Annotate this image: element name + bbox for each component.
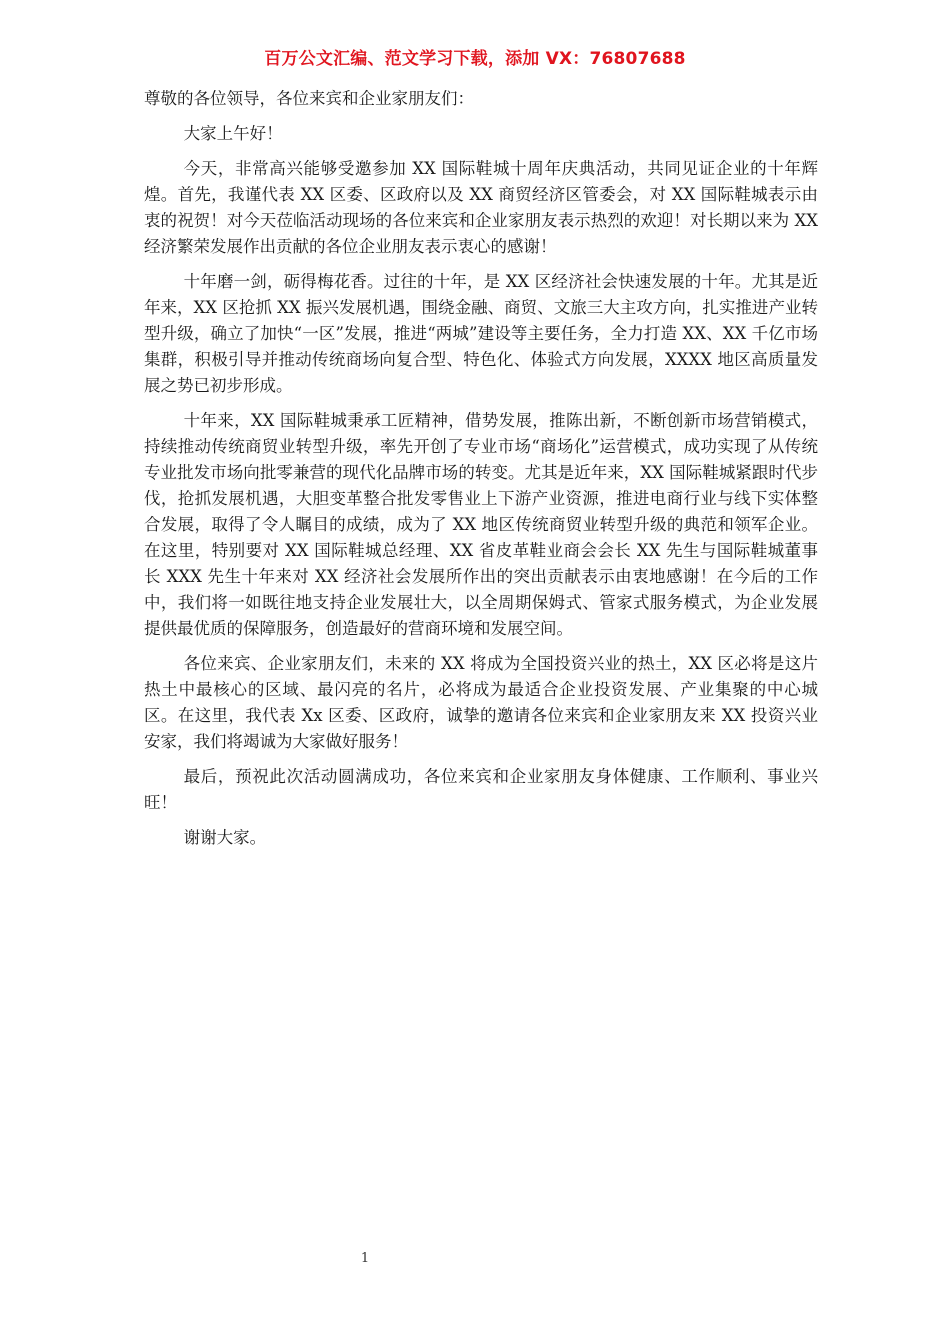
paragraph-closing-wishes: 最后，预祝此次活动圆满成功，各位来宾和企业家朋友身体健康、工作顺利、事业兴旺！ bbox=[144, 767, 818, 812]
salutation: 尊敬的各位领导，各位来宾和企业家朋友们： bbox=[144, 89, 474, 108]
page-number: 1 bbox=[360, 1251, 370, 1266]
paragraph-shoe-city-achievements: 十年来，XX 国际鞋城秉承工匠精神，借势发展，推陈出新，不断创新市场营销模式，持续推动传统商贸业转型升级，率先开创了专业市场“商场化”运营模式，成功实现了从传统专业批发市场向批零兼营的现代化品牌市场的转变。尤其是近年来，XX 国际鞋城紧跟时代步伐，抢抓发展机遇，大胆变革整合批发零售业上下游产业资源，推进电商行业与线下实体整合发展，取得了令人瞩目的成绩，成为了 XX 地区传统商贸业转型升级的典范和领军企业。在这里，特别要对 XX 国际鞋城总经理、XX 省皮革鞋业商会会长 XX 先生与国际鞋城董事长 XXX 先生十年来对 XX 经济社会发展所作出的突出贡献表示由衷地感谢！在今后的工作中，我们将一如既往地支持企业发展壮大，以全周期保姆式、管家式服务模式，为企业发展提供最优质的保障服务，创造最好的营商环境和发展空间。 bbox=[144, 411, 818, 638]
paragraph-congratulation: 今天，非常高兴能够受邀参加 XX 国际鞋城十周年庆典活动，共同见证企业的十年辉煌。首先，我谨代表 XX 区委、区政府以及 XX 商贸经济区管委会，对 XX 国际鞋城表示由衷的祝贺！对今天莅临活动现场的各位来宾和企业家朋友表示热烈的欢迎！对长期以来为 XX 经济繁荣发展作出贡献的各位企业朋友表示衷心的感谢！ bbox=[144, 159, 818, 256]
paragraph-invitation: 各位来宾、企业家朋友们，未来的 XX 将成为全国投资兴业的热土，XX 区必将是这片热土中最核心的区域、最闪亮的名片，必将成为最适合企业投资发展、产业集聚的中心城区。在这里，我代表 Xx 区委、区政府，诚挚的邀请各位来宾和企业家朋友来 XX 投资兴业安家，我们将竭诚为大家做好服务！ bbox=[144, 654, 818, 751]
paragraph-decade-review: 十年磨一剑，砺得梅花香。过往的十年，是 XX 区经济社会快速发展的十年。尤其是近年来，XX 区抢抓 XX 振兴发展机遇，围绕金融、商贸、文旅三大主攻方向，扎实推进产业转型升级，确立了加快“一区”发展，推进“两城”建设等主要任务，全力打造 XX、XX 千亿市场集群，积极引导并推动传统商场向复合型、特色化、体验式方向发展，XXXX 地区高质量发展之势已初步形成。 bbox=[144, 272, 818, 395]
document-body bbox=[144, 86, 818, 860]
paragraph-thanks: 谢谢大家。 bbox=[183, 828, 267, 847]
paragraph-greeting: 大家上午好！ bbox=[183, 124, 283, 143]
promo-banner: 百万公文汇编、范文学习下载，添加 VX：76807688 bbox=[264, 49, 686, 69]
